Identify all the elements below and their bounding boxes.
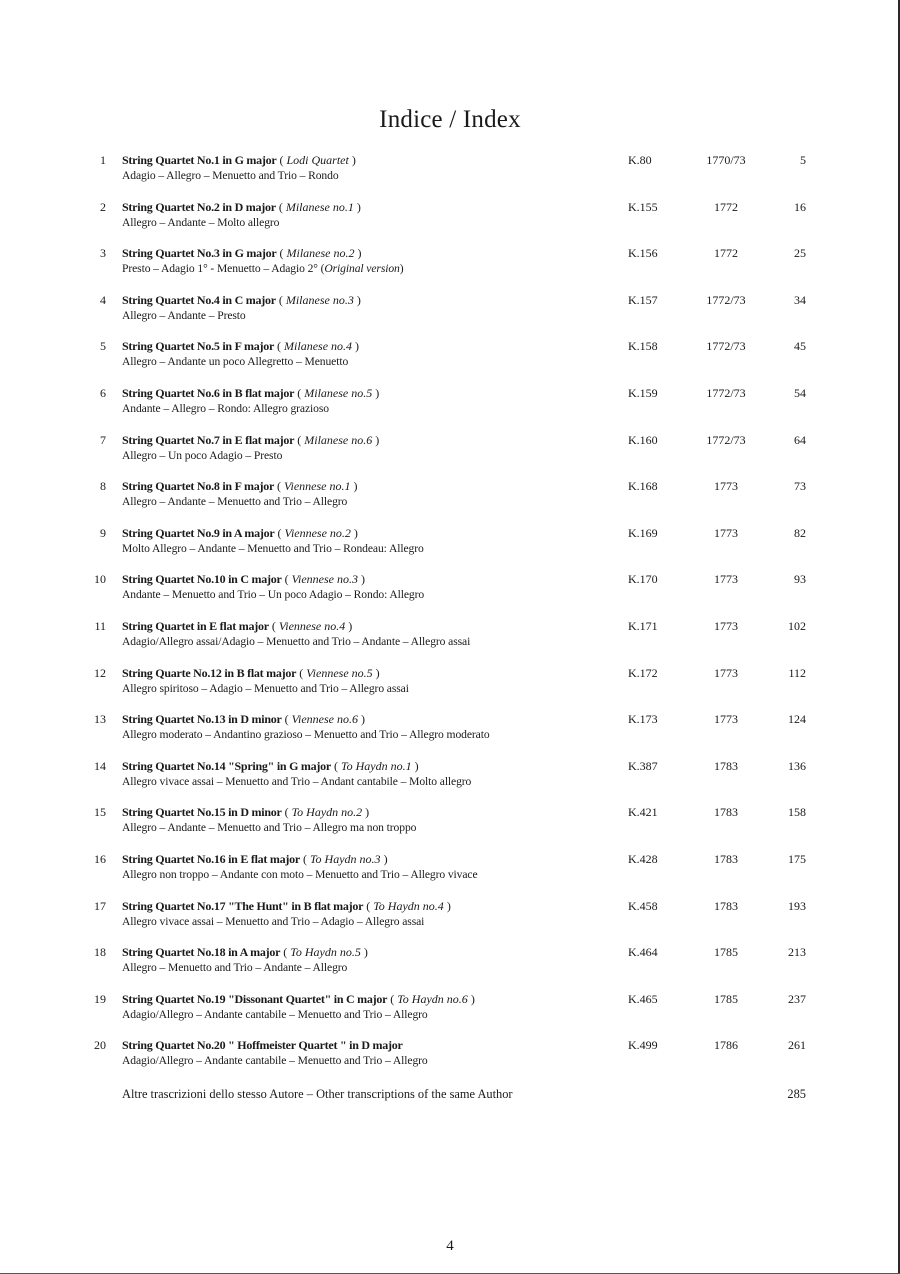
entry-movements-text: Allegro – Andante – Menuetto and Trio – Allegro ma non troppo [122,821,417,835]
entry-page: 158 [788,805,806,820]
entry-main [122,804,612,836]
entry-year: 1770/73 [706,153,746,167]
entry-nickname-wrap: ( To Haydn no.2 ) [281,805,370,820]
entry-movements-text: Adagio/Allegro – Andante cantabile – Menuetto and Trio – Allegro [122,1007,428,1021]
entry-title: String Quartet No.15 in D minor [122,805,282,820]
entry-year: 1783 [714,758,738,773]
entry-year: 1785 [714,945,738,960]
entry-main [122,432,612,464]
entry-number: 12 [94,665,106,680]
entry-main [122,711,612,743]
entry-main [122,618,612,650]
entry-movements-text: Allegro – Andante un poco Allegretto – Menuetto [122,355,349,369]
entry-nickname-wrap: ( Viennese no.2 ) [274,525,358,540]
entry-movements [122,168,612,184]
entry-number: 1 [100,153,106,167]
entry-year: 1772/73 [706,385,746,400]
index-entry [0,851,900,898]
entry-nickname: Viennese no.6 [291,712,358,727]
entry-movements-text: Allegro moderato – Andantino grazioso – Menuetto and Trio – Allegro moderato [122,728,490,742]
entry-koechel: K.172 [628,665,658,680]
entry-nickname: Viennese no.4 [278,618,346,633]
entry-number: 10 [94,572,106,587]
entry-page: 213 [788,945,806,960]
entry-number: 3 [100,246,106,261]
entry-title: String Quartet No.14 "Spring" in G major [122,758,331,773]
entry-number: 8 [100,479,106,494]
page-number: 4 [446,1238,454,1254]
entry-main [122,152,612,184]
index-entry [0,944,900,991]
entry-title: String Quartet No.5 in F major [122,339,275,354]
entry-movements [122,354,612,370]
entry-year: 1786 [714,1038,738,1053]
entry-nickname-wrap: ( To Haydn no.1 ) [331,758,419,773]
entry-title: String Quartet No.13 in D minor [122,712,282,727]
index-entry [0,1037,900,1084]
entry-nickname-wrap: ( To Haydn no.6 ) [387,991,475,1006]
index-entry [0,432,900,479]
entry-movements-text: Allegro spiritoso – Adagio – Menuetto and Trio – Allegro assai [122,681,409,695]
entry-number: 15 [94,805,106,820]
entry-main [122,245,612,277]
entry-page: 93 [794,572,806,587]
entry-page: 136 [788,758,806,773]
entry-movements [122,820,612,836]
entry-number: 6 [100,385,106,400]
entry-title: String Quarte No.12 in B flat major [122,665,297,680]
entry-title: String Quartet No.3 in G major [122,246,277,261]
entry-page: 34 [794,292,806,307]
entry-movements [122,1053,612,1069]
entry-movements-text: Allegro – Andante – Menuetto and Trio – Allegro [122,495,348,509]
entry-koechel: K.155 [628,199,658,214]
index-entry [0,338,900,385]
entry-movements [122,867,612,883]
entry-movements-text: Andante – Allegro – Rondo: Allegro grazioso [122,401,329,415]
entry-title: String Quartet No.19 "Dissonant Quartet" in C major [122,991,388,1006]
entry-title: String Quartet No.4 in C major [122,292,276,307]
entry-nickname: Viennese no.5 [306,665,373,680]
entry-main [122,571,612,603]
entry-main [122,991,612,1023]
entry-movements-italic: Original version [324,262,400,276]
entry-page: 175 [788,851,806,866]
entry-year: 1772 [714,199,738,214]
entry-nickname: To Haydn no.4 [373,898,444,913]
index-entry [0,292,900,339]
index-entry [0,199,900,246]
entry-koechel: K.458 [628,898,658,913]
entry-movements-text: Adagio/Allegro assai/Adagio – Menuetto and Trio – Andante – Allegro assai [122,634,471,648]
index-entry [0,385,900,432]
entry-nickname: Milanese no.4 [284,339,353,354]
entry-year: 1773 [714,525,738,540]
entry-title: String Quartet No.18 in A major [122,945,281,960]
index-entry [0,571,900,618]
entry-year: 1785 [714,991,738,1006]
entry-nickname-wrap: ( To Haydn no.4 ) [363,898,451,913]
entry-number: 17 [94,898,106,913]
entry-page: 25 [794,246,806,261]
other-transcriptions-page: 285 [787,1087,806,1101]
entry-main [122,665,612,697]
entry-title: String Quartet No.6 in B flat major [122,385,295,400]
entry-page: 45 [794,339,806,354]
entry-title: String Quartet No.7 in E flat major [122,432,295,447]
entry-koechel: K.465 [628,991,658,1006]
entry-title: String Quartet in E flat major [122,618,269,633]
entry-movements-text: Adagio – Allegro – Menuetto and Trio – Rondo [122,169,339,182]
entry-movements-text: Allegro – Menuetto and Trio – Andante – Allegro [122,961,348,975]
entry-movements [122,914,612,930]
entry-year: 1783 [714,898,738,913]
entry-title: String Quartet No.8 in F major [122,479,275,494]
entry-number: 13 [94,712,106,727]
entry-movements [122,308,612,324]
entry-page: 261 [788,1038,806,1053]
entry-koechel: K.159 [628,385,658,400]
entry-page: 64 [794,432,806,447]
entry-movements-text: Andante – Menuetto and Trio – Un poco Adagio – Rondo: Allegro [122,588,425,602]
entry-number: 9 [100,525,106,540]
entry-nickname-wrap: ( Viennese no.4 ) [268,618,353,633]
entry-page: 237 [788,991,806,1006]
entry-movements-text: Allegro vivace assai – Menuetto and Trio – Adagio – Allegro assai [122,914,425,928]
entry-movements [122,215,612,231]
entry-nickname-wrap: ( Milanese no.5 ) [294,385,380,400]
entry-movements [122,727,612,743]
index-entry [0,711,900,758]
index-entry [0,618,900,665]
entry-main [122,758,612,790]
entry-movements-text: Allegro – Un poco Adagio – Presto [122,448,283,462]
entry-title: String Quartet No.2 in D major [122,199,276,214]
entry-number: 4 [100,292,106,307]
entry-koechel: K.387 [628,758,658,773]
entry-koechel: K.499 [628,1038,658,1053]
entry-year: 1772/73 [706,432,746,447]
entry-page: 112 [788,665,806,680]
entry-movements-text: Allegro non troppo – Andante con moto – Menuetto and Trio – Allegro vivace [122,867,478,881]
entry-nickname: To Haydn no.3 [309,851,381,866]
entry-page: 124 [788,712,806,727]
other-transcriptions-label: Altre trascrizioni dello stesso Autore – Other transcriptions of the same Author [122,1087,513,1101]
entry-title: String Quartet No.10 in C major [122,572,282,587]
entry-nickname-wrap: ( Milanese no.2 ) [276,246,362,261]
entry-movements-text: Adagio/Allegro – Andante cantabile – Menuetto and Trio – Allegro [122,1054,428,1068]
entry-movements [122,494,612,510]
entry-nickname: Milanese no.6 [304,432,373,447]
entry-movements-text: Allegro – Andante – Molto allegro [122,215,280,229]
entry-year: 1772 [714,246,738,261]
entry-page: 54 [794,385,806,400]
entry-koechel: K.421 [628,805,658,820]
entry-koechel: K.464 [628,945,658,960]
entry-nickname-wrap: ( Viennese no.5 ) [296,665,380,680]
entry-nickname: To Haydn no.5 [290,945,361,960]
entry-year: 1773 [714,572,738,587]
entry-movements-text: Presto – Adagio 1° - Menuetto – Adagio 2° ( [122,262,325,276]
entry-nickname: Milanese no.3 [285,292,354,307]
entry-nickname-wrap: ( To Haydn no.3 ) [299,851,388,866]
entry-number: 5 [100,339,106,354]
entry-koechel: K.80 [628,153,652,167]
entry-movements [122,960,612,976]
entry-koechel: K.170 [628,572,658,587]
entry-nickname: Milanese no.1 [285,199,354,214]
entry-main [122,898,612,930]
entry-movements [122,448,612,464]
entry-year: 1772/73 [706,339,746,354]
entry-year: 1783 [714,805,738,820]
entry-main [122,292,612,324]
entry-movements [122,541,612,557]
entry-main [122,944,612,976]
index-list [0,152,900,1084]
entry-movements [122,1007,612,1023]
entry-nickname-wrap: ( Viennese no.6 ) [281,712,365,727]
entry-year: 1773 [714,479,738,494]
entry-nickname-wrap: ( Milanese no.6 ) [294,432,380,447]
index-entry [0,478,900,525]
entry-page: 102 [788,618,806,633]
entry-number: 2 [100,199,106,214]
entry-main [122,525,612,557]
entry-year: 1773 [714,618,738,633]
entry-nickname-wrap: ( Lodi Quartet ) [276,153,356,167]
entry-number: 20 [94,1038,106,1053]
entry-koechel: K.156 [628,246,658,261]
entry-page: 16 [794,199,806,214]
entry-number: 11 [94,618,106,633]
entry-koechel: K.168 [628,479,658,494]
entry-movements-text: Allegro – Andante – Presto [122,308,246,322]
entry-year: 1773 [714,712,738,727]
entry-nickname: To Haydn no.2 [291,805,363,820]
index-entry [0,152,900,199]
entry-koechel: K.428 [628,851,658,866]
index-entry [0,898,900,945]
entry-nickname: Viennese no.2 [284,525,351,540]
entry-year: 1783 [714,851,738,866]
entry-page: 82 [794,525,806,540]
index-entry [0,804,900,851]
entry-title: String Quartet No.1 in G major [122,153,277,167]
other-transcriptions-entry [0,1086,900,1102]
index-entry [0,758,900,805]
entry-page: 5 [800,153,806,167]
entry-koechel: K.169 [628,525,658,540]
entry-nickname-wrap: ( To Haydn no.5 ) [280,945,368,960]
entry-nickname-wrap: ( Viennese no.3 ) [281,572,365,587]
entry-number: 7 [100,432,106,447]
entry-movements [122,401,612,417]
entry-nickname-wrap: ( Milanese no.4 ) [274,339,360,354]
index-entry [0,665,900,712]
entry-movements-text: Molto Allegro – Andante – Menuetto and Trio – Rondeau: Allegro [122,541,424,555]
entry-nickname: Viennese no.1 [284,479,351,494]
entry-main [122,478,612,510]
entry-movements [122,774,612,790]
entry-movements [122,261,612,277]
entry-nickname-wrap: ( Milanese no.3 ) [275,292,361,307]
entry-main [122,1037,612,1069]
index-entry [0,991,900,1038]
entry-nickname: Milanese no.5 [304,385,373,400]
entry-number: 14 [94,758,106,773]
entry-nickname: To Haydn no.1 [341,758,412,773]
entry-movements [122,587,612,603]
entry-nickname: Milanese no.2 [286,246,355,261]
entry-movements-text: Allegro vivace assai – Menuetto and Trio – Andant cantabile – Molto allegro [122,774,472,788]
entry-koechel: K.158 [628,339,658,354]
entry-title: String Quartet No.9 in A major [122,525,275,540]
page-title: Indice / Index [379,106,521,133]
entry-movements [122,634,612,650]
entry-year: 1772/73 [706,292,746,307]
entry-main [122,385,612,417]
entry-main [122,851,612,883]
entry-year: 1773 [714,665,738,680]
entry-nickname: To Haydn no.6 [397,991,468,1006]
entry-nickname: Lodi Quartet [286,153,349,167]
entry-page: 193 [788,898,806,913]
entry-title: String Quartet No.20 " Hoffmeister Quartet " in D major [122,1038,403,1053]
entry-movements [122,681,612,697]
entry-number: 18 [94,945,106,960]
entry-number: 19 [94,991,106,1006]
entry-title: String Quartet No.17 "The Hunt" in B flat major [122,898,364,913]
entry-page: 73 [794,479,806,494]
entry-number: 16 [94,851,106,866]
entry-nickname-wrap: ( Milanese no.1 ) [275,199,361,214]
entry-nickname: Viennese no.3 [291,572,358,587]
entry-movements-end: ) [399,262,404,276]
entry-nickname-wrap: ( Viennese no.1 ) [274,479,358,494]
entry-title: String Quartet No.16 in E flat major [122,851,300,866]
entry-main [122,199,612,231]
entry-koechel: K.160 [628,432,658,447]
index-entry [0,245,900,292]
entry-main [122,338,612,370]
entry-koechel: K.173 [628,712,658,727]
entry-koechel: K.157 [628,292,658,307]
entry-koechel: K.171 [628,618,658,633]
index-entry [0,525,900,572]
